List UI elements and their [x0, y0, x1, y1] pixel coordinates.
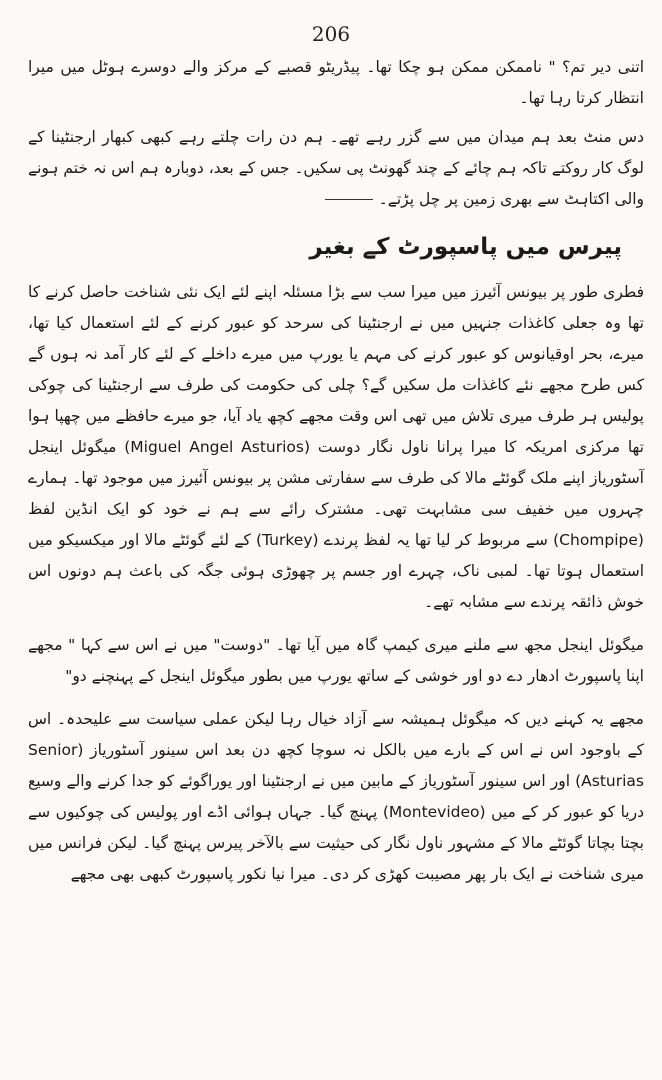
paragraph-opening: اتنی دیر تم؟ " ناممکن ممکن ہو چکا تھا۔ پیڈریٹو قصبے کے مرکز والے دوسرے ہوٹل میں میرا انتظار کرتا رہا تھا۔ [28, 58, 644, 107]
page-body [28, 52, 644, 902]
paragraph-journey [28, 122, 644, 215]
paragraph-journey-text: دس منٹ بعد ہم میدان میں سے گزر رہے تھے۔ ہم دن رات چلتے رہے کبھی کبھار ارجنٹینا کے لوگ کار روکتے تاکہ ہم چائے کے چند گھونٹ پی سکیں۔ جس کے بعد، دوبارہ ہم اس نہ ختم ہونے والی اکتاہٹ سے بھری زمین پر چل پڑتے۔ [28, 128, 644, 208]
section-end-rule [325, 199, 373, 200]
section-heading: پیرس میں پاسپورٹ کے بغیر [309, 234, 622, 260]
paragraph-identity: فطری طور پر بیونس آئیرز میں میرا سب سے بڑا مسئلہ اپنے لئے ایک نئی شناخت حاصل کرنے کا تھا وہ جعلی کاغذات جنہیں میں نے ارجنٹینا کی سرحد کو عبور کرنے کے لئے استعمال کیا تھا، میرے، بحر اوقیانوس کو عبور کرنے کی مہم یا یورپ میں میرے داخلے کے لئے کار آمد نہ ہوں گے کس طرح مجھے نئے کاغذات مل سکیں گے؟ چلی کی حکومت کی طرف سے ارجنٹینا کی چوکی پولیس ہر طرف میری تلاش میں تھی اس وقت مجھے کچھ یاد آیا، جو میرے حافظے میں چھپا ہوا تھا مرکزی امریکہ کا میرا پرانا ناول نگار دوست (Miguel Angel Asturios) میگوئل اینجل آسٹوریاز اپنے ملک گوئٹے مالا کی طرف سے سفارتی مشن پر بیونس آئیرز میں موجود تھا۔ ہمارے چہروں میں خفیف سی مشابہت تھی۔ مشترک رائے سے ہم نے خود کو ایک انڈین لفظ (Chompipe) سے مربوط کر لیا تھا یہ لفظ پرندے (Turkey) کے لئے گوئٹے مالا اور میکسیکو میں استعمال ہوتا تھا۔ لمبی ناک، چہرے اور جسم پر چھوڑی ہوئی جگہ کی باعث ہم دونوں اس خوش ذائقہ پرندے سے مشابہ تھے۔ [28, 283, 644, 611]
paragraph-visit: میگوئل اینجل مجھ سے ملنے میری کیمپ گاہ میں آیا تھا۔ "دوست" میں نے اس سے کہا " مجھے اپنا پاسپورٹ ادھار دے دو اور خوشی کے ساتھ یورپ میں بطور میگوئل اینجل کے پہنچنے دو" [28, 636, 644, 685]
page-number: 206 [311, 22, 351, 46]
paragraph-journey-paris: مجھے یہ کہنے دیں کہ میگوئل ہمیشہ سے آزاد خیال رہا لیکن عملی سیاست سے علیحدہ۔ اس کے باوجود اس نے اس کے بارے میں بالکل نہ سوچا کچھ دن بعد اس سینور آسٹوریاز (Senior Asturias) اور اس سینور آسٹوریاز کے مابین میں نے ارجنٹینا اور یوراگوئے کو جدا کرنے والے وسیع دریا کو عبور کر کے میں (Montevideo) پہنچ گیا۔ جہاں ہوائی اڈے اور پولیس کی چوکیوں سے بچتا بچاتا گوئٹے مالا کے مشہور ناول نگار کی حیثیت سے بالآخر پیرس پہنچ گیا۔ لیکن فرانس میں میری شناخت نے ایک بار پھر مصیبت کھڑی کر دی۔ میرا نیا نکور پاسپورٹ کبھی بھی مجھے [28, 710, 645, 883]
